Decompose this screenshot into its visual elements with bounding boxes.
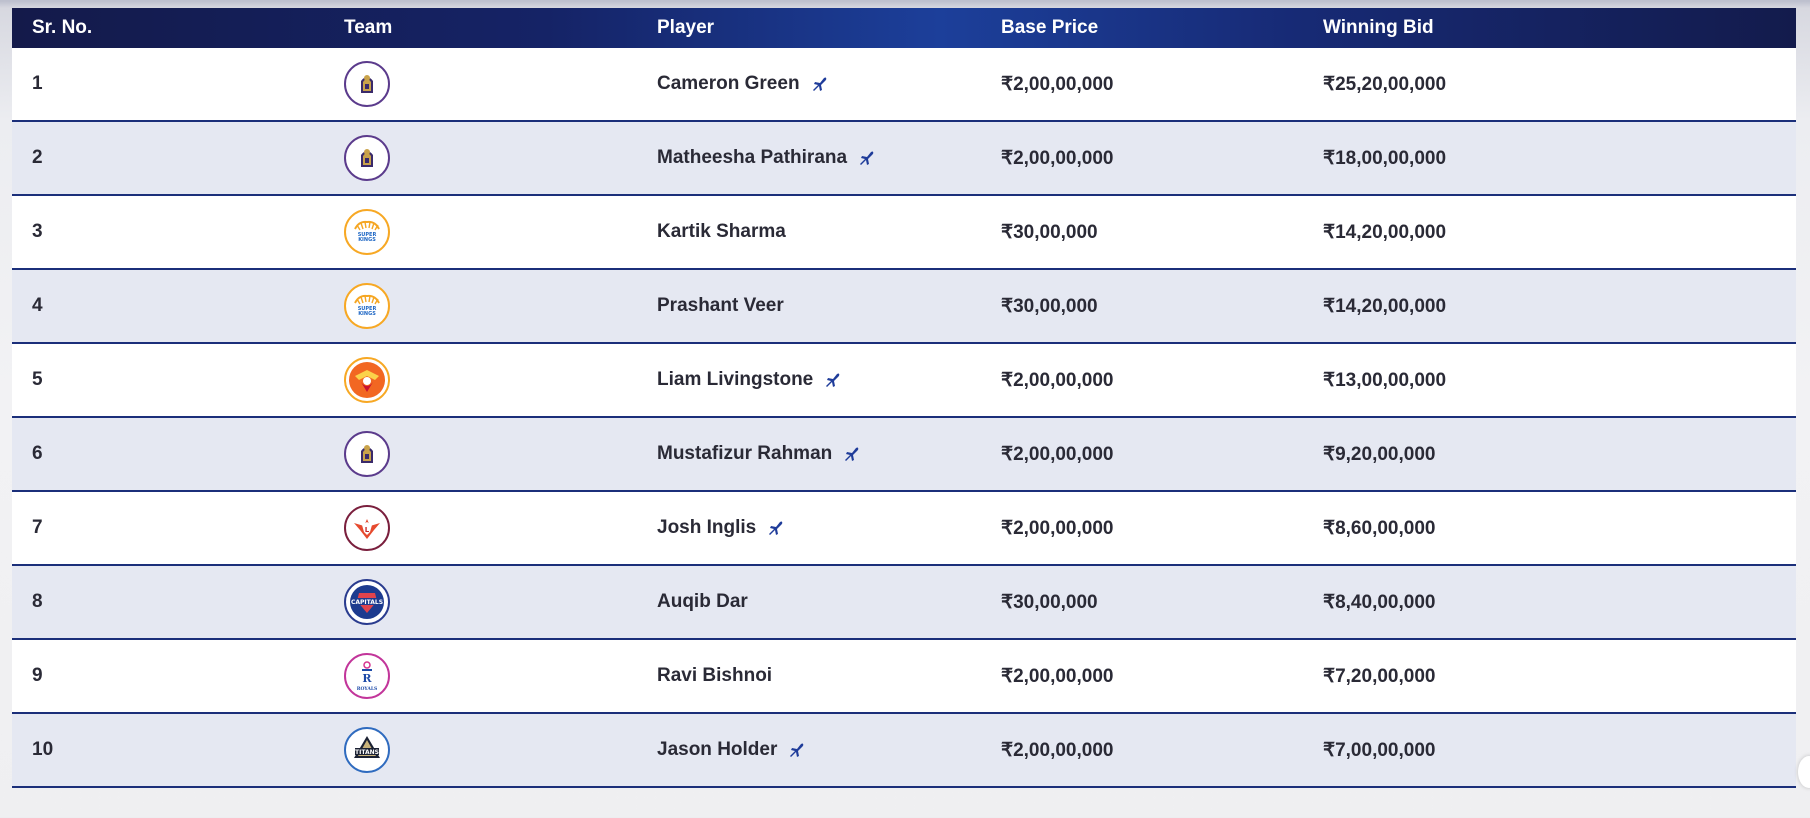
player-name[interactable]: Kartik Sharma: [657, 221, 786, 242]
row-sr-no: 1: [32, 73, 43, 94]
player-name[interactable]: Matheesha Pathirana: [657, 147, 848, 168]
svg-text:SUPER: SUPER: [357, 306, 377, 312]
row-sr-no: 8: [32, 591, 43, 612]
row-winning-bid: ₹25,20,00,000: [1323, 73, 1447, 95]
player-name[interactable]: Mustafizur Rahman: [657, 443, 833, 464]
svg-text:L: L: [364, 526, 370, 534]
row-base-price: ₹2,00,00,000: [1001, 665, 1114, 687]
header-sr-no: Sr. No.: [32, 17, 93, 38]
svg-text:ROYALS: ROYALS: [356, 687, 378, 692]
airplane-icon: [766, 518, 786, 538]
row-base-price: ₹2,00,00,000: [1001, 443, 1114, 465]
table-row: [12, 196, 1796, 270]
row-base-price: ₹2,00,00,000: [1001, 147, 1114, 169]
airplane-icon: [810, 74, 830, 94]
row-winning-bid: ₹7,20,00,000: [1323, 665, 1436, 687]
table-row: [12, 48, 1796, 122]
kkr-logo: [344, 431, 390, 477]
airplane-icon: [823, 370, 843, 390]
svg-text:CAPITALS: CAPITALS: [350, 599, 384, 606]
row-base-price: ₹30,00,000: [1001, 221, 1098, 243]
table-header: [12, 8, 1796, 48]
row-winning-bid: ₹14,20,00,000: [1323, 221, 1447, 243]
header-team: Team: [344, 17, 393, 38]
auction-table: [12, 8, 1796, 788]
row-winning-bid: ₹8,40,00,000: [1323, 591, 1436, 613]
table-row: [12, 492, 1796, 566]
lsg-logo: [344, 505, 390, 551]
row-winning-bid: ₹8,60,00,000: [1323, 517, 1436, 539]
table-row: [12, 270, 1796, 344]
header-winning-bid: Winning Bid: [1323, 17, 1434, 38]
table-row: [12, 640, 1796, 714]
row-sr-no: 7: [32, 517, 43, 538]
svg-text:TITANS: TITANS: [355, 749, 379, 756]
player-name[interactable]: Jason Holder: [657, 739, 778, 760]
row-sr-no: 9: [32, 665, 43, 686]
csk-logo: [344, 283, 390, 329]
svg-text:R: R: [362, 672, 372, 685]
table-body: [12, 48, 1796, 788]
gt-logo: [344, 727, 390, 773]
player-name[interactable]: Prashant Veer: [657, 295, 784, 316]
row-winning-bid: ₹9,20,00,000: [1323, 443, 1436, 465]
srh-logo: [344, 357, 390, 403]
table-row: [12, 566, 1796, 640]
table-row: [12, 714, 1796, 788]
svg-text:KINGS: KINGS: [358, 311, 376, 317]
airplane-icon: [787, 740, 807, 760]
csk-logo: [344, 209, 390, 255]
row-sr-no: 6: [32, 443, 43, 464]
row-winning-bid: ₹13,00,00,000: [1323, 369, 1447, 391]
rr-logo: [344, 653, 390, 699]
row-base-price: ₹30,00,000: [1001, 591, 1098, 613]
table-row: [12, 418, 1796, 492]
row-sr-no: 10: [32, 739, 54, 760]
player-name[interactable]: Auqib Dar: [657, 591, 748, 612]
header-base-price: Base Price: [1001, 17, 1099, 38]
row-base-price: ₹30,00,000: [1001, 295, 1098, 317]
row-base-price: ₹2,00,00,000: [1001, 73, 1114, 95]
player-name[interactable]: Liam Livingstone: [657, 369, 814, 390]
scroll-handle[interactable]: [1798, 756, 1810, 788]
svg-text:SUPER: SUPER: [357, 232, 377, 238]
table-row: [12, 122, 1796, 196]
svg-text:KINGS: KINGS: [358, 237, 376, 243]
row-base-price: ₹2,00,00,000: [1001, 739, 1114, 761]
table-row: [12, 344, 1796, 418]
header-player: Player: [657, 17, 715, 38]
row-winning-bid: ₹14,20,00,000: [1323, 295, 1447, 317]
airplane-icon: [857, 148, 877, 168]
row-winning-bid: ₹7,00,00,000: [1323, 739, 1436, 761]
kkr-logo: [344, 135, 390, 181]
row-sr-no: 4: [32, 295, 43, 316]
kkr-logo: [344, 61, 390, 107]
player-name[interactable]: Ravi Bishnoi: [657, 665, 773, 686]
row-base-price: ₹2,00,00,000: [1001, 517, 1114, 539]
row-sr-no: 2: [32, 147, 43, 168]
player-name[interactable]: Josh Inglis: [657, 517, 757, 538]
dc-logo: [344, 579, 390, 625]
row-base-price: ₹2,00,00,000: [1001, 369, 1114, 391]
row-sr-no: 3: [32, 221, 43, 242]
player-name[interactable]: Cameron Green: [657, 73, 800, 94]
airplane-icon: [842, 444, 862, 464]
row-winning-bid: ₹18,00,00,000: [1323, 147, 1447, 169]
row-sr-no: 5: [32, 369, 43, 390]
